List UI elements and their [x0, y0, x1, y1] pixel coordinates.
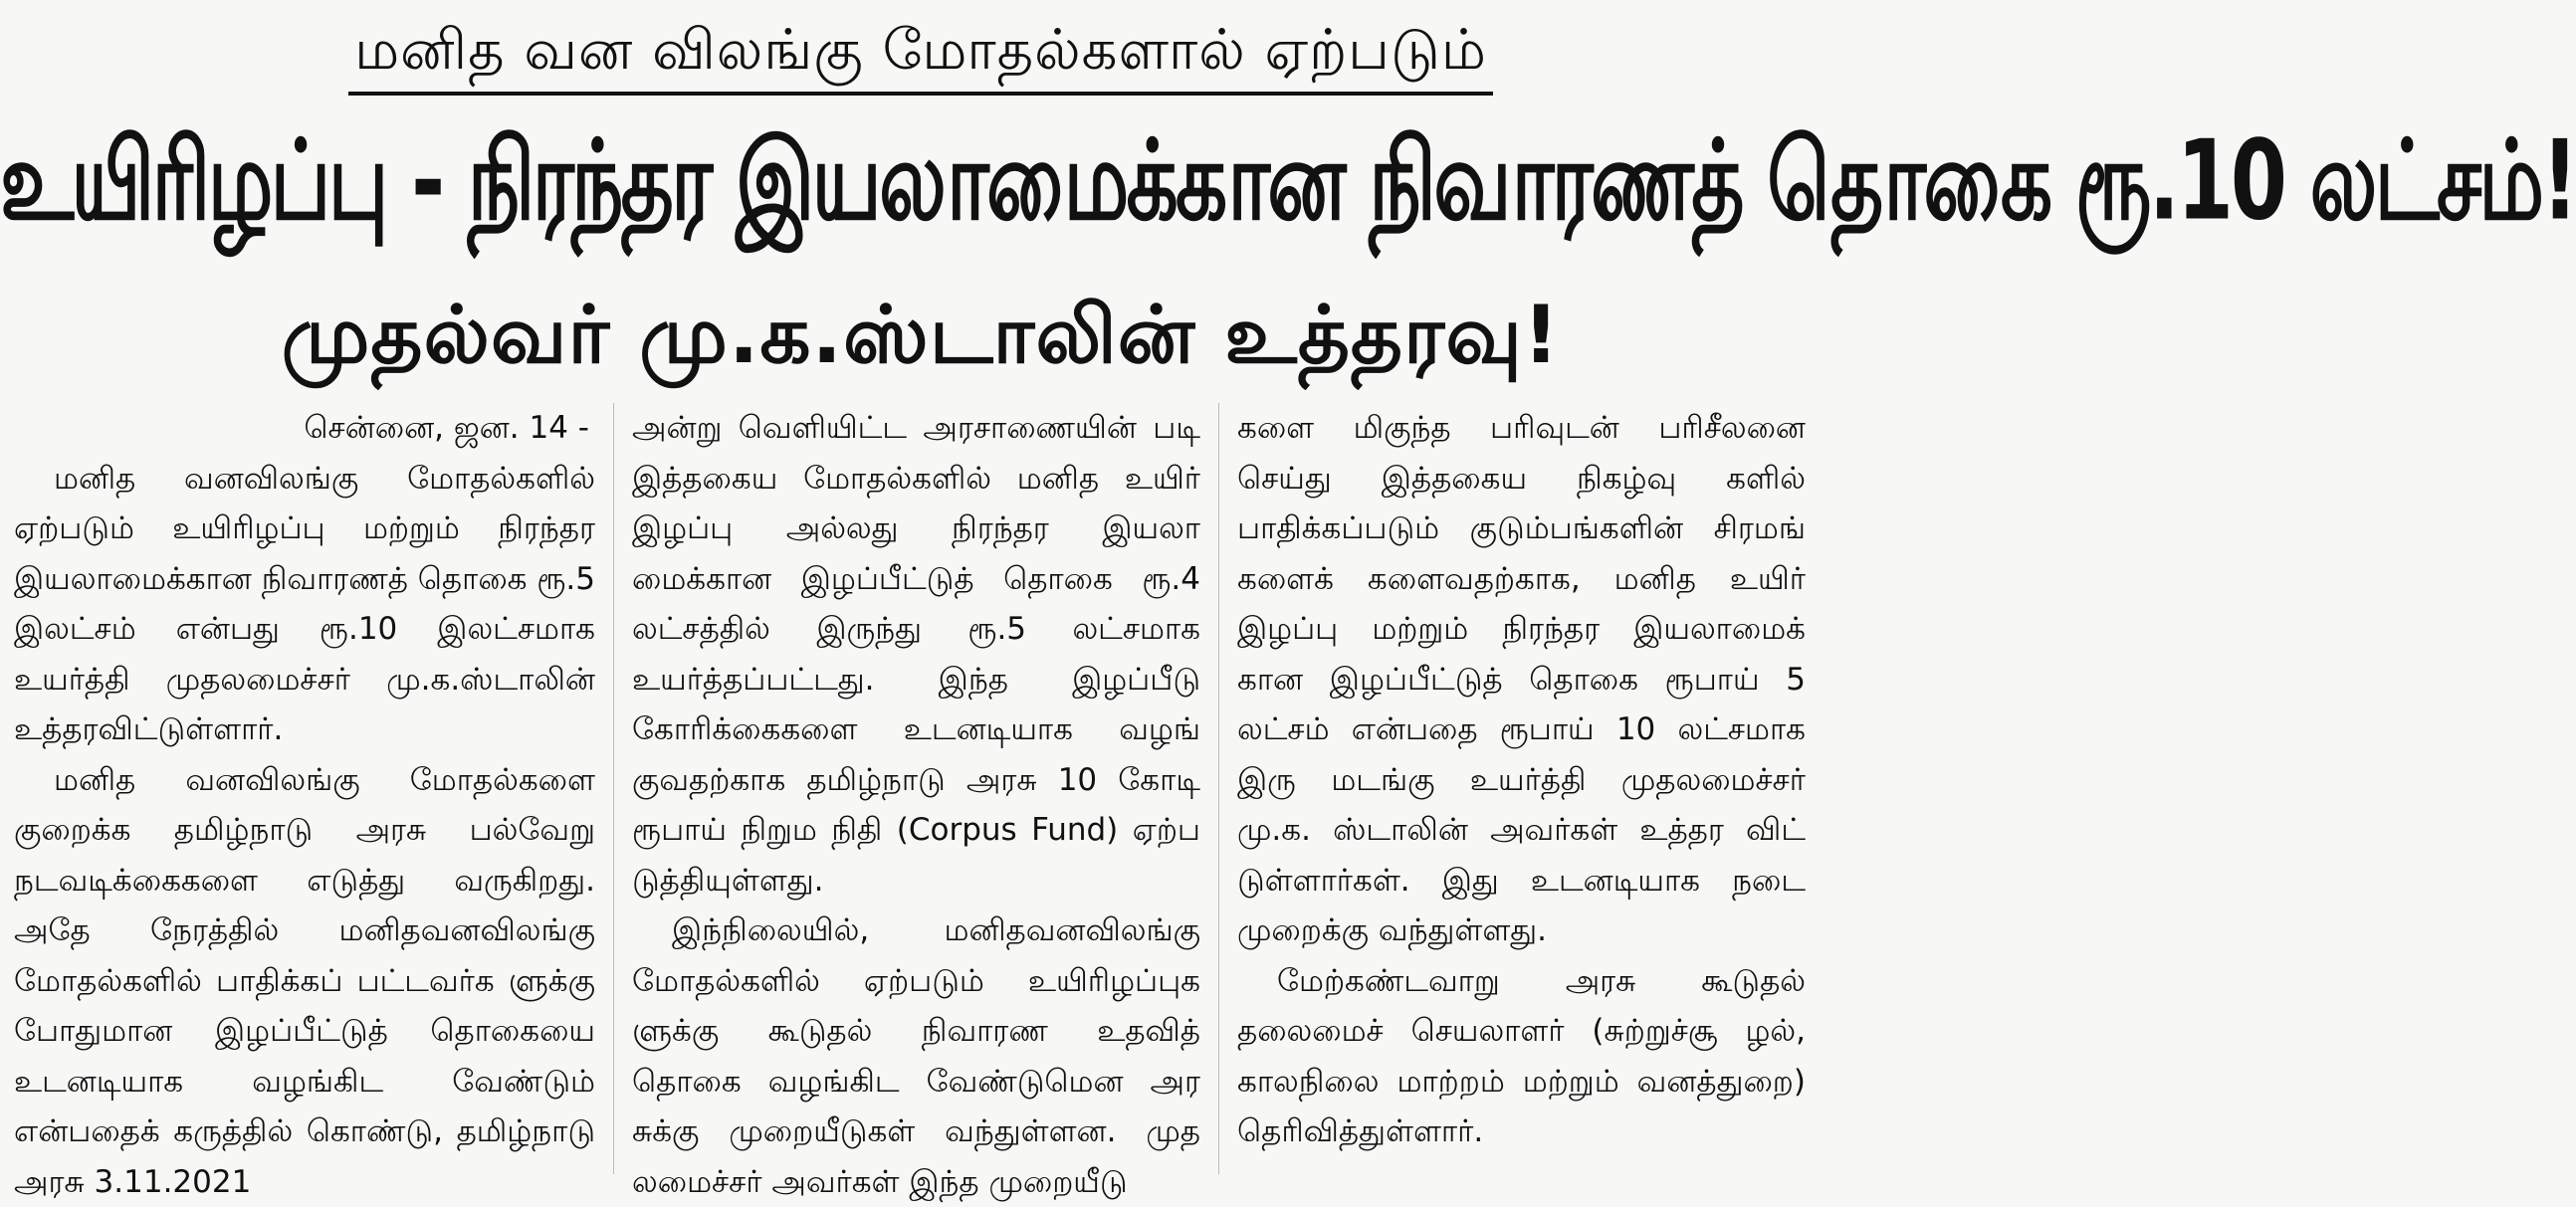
- kicker-text: மனித வன விலங்கு மோதல்களால் ஏற்படும்: [348, 18, 1493, 96]
- paragraph: அன்று வெளியிட்ட அரசாணையின் படி இத்தகைய மோதல்களில் மனித உயிர் இழப்பு அல்லது நிரந்தர இயலா மைக்கான இழப்பீட்டுத் தொகை ரூ.4 லட்சத்தில் இருந்து ரூ.5 லட்சமாக உயர்த்தப்பட்டது. இந்த இழப்பீடு கோரிக்கைகளை உடனடியாக வழங் குவதற்காக தமிழ்நாடு அரசு 10 கோடி ரூபாய் நிறும நிதி (Corpus Fund) ஏற்ப டுத்தியுள்ளது.: [632, 403, 1200, 905]
- dateline: சென்னை, ஜன. 14 -: [14, 403, 595, 454]
- kicker-line: [0, 18, 1841, 96]
- column-3: [1218, 403, 1812, 1174]
- article-body: [8, 403, 1829, 1174]
- paragraph: இந்நிலையில், மனிதவனவிலங்கு மோதல்களில் ஏற்படும் உயிரிழப்புக ளுக்கு கூடுதல் நிவாரண உதவித் தொகை வழங்கிட வேண்டுமென அர சுக்கு முறையீடுகள் வந்துள்ளன. முத லமைச்சர் அவர்கள் இந்த முறையீடு: [632, 905, 1200, 1207]
- paragraph: மனித வனவிலங்கு மோதல்களில் ஏற்படும் உயிரிழப்பு மற்றும் நிரந்தர இயலாமைக்கான நிவாரணத் தொகை ரூ.5 இலட்சம் என்பது ரூ.10 இலட்சமாக உயர்த்தி முதலமைச்சர் மு.க.ஸ்டாலின் உத்தரவிட்டுள்ளார்.: [14, 454, 595, 755]
- headline: உயிரிழப்பு - நிரந்தர இயலாமைக்கான நிவாரணத் தொகை ரூ.10 லட்சம்!: [0, 117, 1841, 260]
- column-1: [8, 403, 601, 1174]
- paragraph: களை மிகுந்த பரிவுடன் பரிசீலனை செய்து இத்தகைய நிகழ்வு களில் பாதிக்கப்படும் குடும்பங்களின் சிரமங் களைக் களைவதற்காக, மனித உயிர் இழப்பு மற்றும் நிரந்தர இயலாமைக் கான இழப்பீட்டுத் தொகை ரூபாய் 5 லட்சம் என்பதை ரூபாய் 10 லட்சமாக இரு மடங்கு உயர்த்தி முதலமைச்சர் மு.க. ஸ்டாலின் அவர்கள் உத்தர விட் டுள்ளார்கள். இது உடனடியாக நடை முறைக்கு வந்துள்ளது.: [1237, 403, 1806, 956]
- paragraph: மேற்கண்டவாறு அரசு கூடுதல் தலைமைச் செயலாளர் (சுற்றுச்சூ ழல், காலநிலை மாற்றம் மற்றும் வனத்துறை) தெரிவித்துள்ளார்.: [1237, 956, 1806, 1157]
- column-2: [613, 403, 1206, 1174]
- subheadline: முதல்வர் மு.க.ஸ்டாலின் உத்தரவு!: [0, 289, 1841, 392]
- paragraph: மனித வனவிலங்கு மோதல்களை குறைக்க தமிழ்நாடு அரசு பல்வேறு நடவடிக்கைகளை எடுத்து வருகிறது. அதே நேரத்தில் மனிதவனவிலங்கு மோதல்களில் பாதிக்கப் பட்டவர்க ளுக்கு போதுமான இழப்பீட்டுத் தொகையை உடனடியாக வழங்கிட வேண்டும் என்பதைக் கருத்தில் கொண்டு, தமிழ்நாடு அரசு 3.11.2021: [14, 755, 595, 1207]
